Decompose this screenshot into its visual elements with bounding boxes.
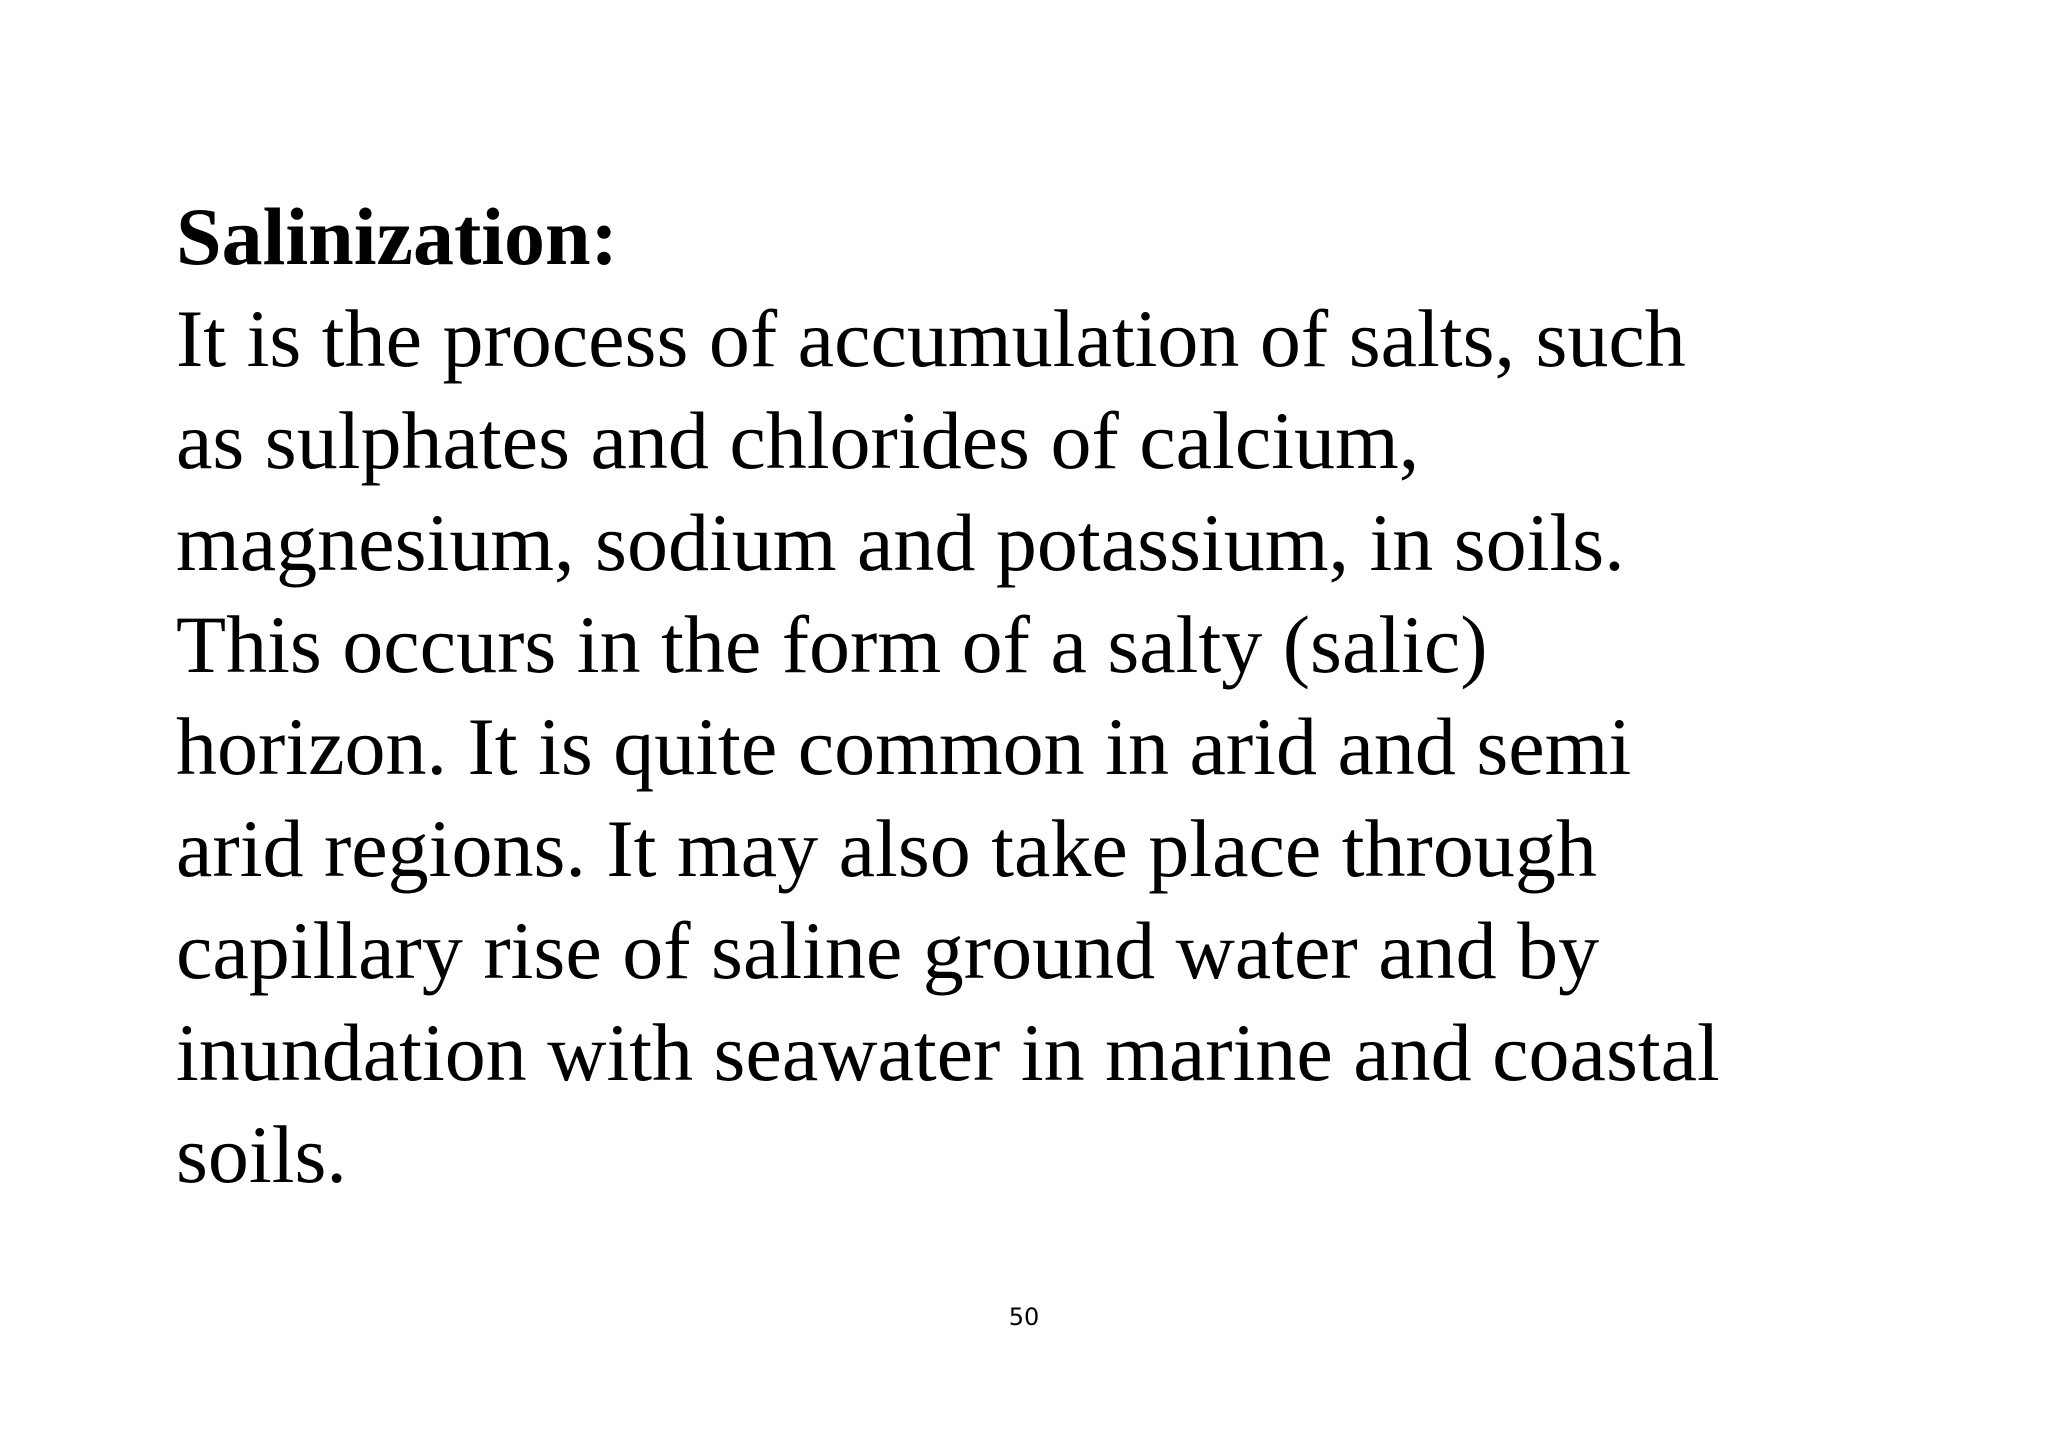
body-line-7: capillary rise of saline ground water and by	[176, 905, 1600, 996]
body-line-9: soils.	[176, 1109, 347, 1200]
page-number: 50	[1008, 1303, 1040, 1331]
body-line-8: inundation with seawater in marine and coastal	[176, 1007, 1720, 1098]
body-line-1: It is the process of accumulation of salts, such	[176, 293, 1686, 384]
slide-content	[176, 186, 1896, 1206]
body-line-3: magnesium, sodium and potassium, in soils.	[176, 497, 1625, 588]
body-line-6: arid regions. It may also take place through	[176, 803, 1597, 894]
body-line-5: horizon. It is quite common in arid and semi	[176, 701, 1632, 792]
slide-heading: Salinization:	[176, 191, 618, 282]
body-line-4: This occurs in the form of a salty (salic)	[176, 599, 1488, 690]
body-line-2: as sulphates and chlorides of calcium,	[176, 395, 1420, 486]
